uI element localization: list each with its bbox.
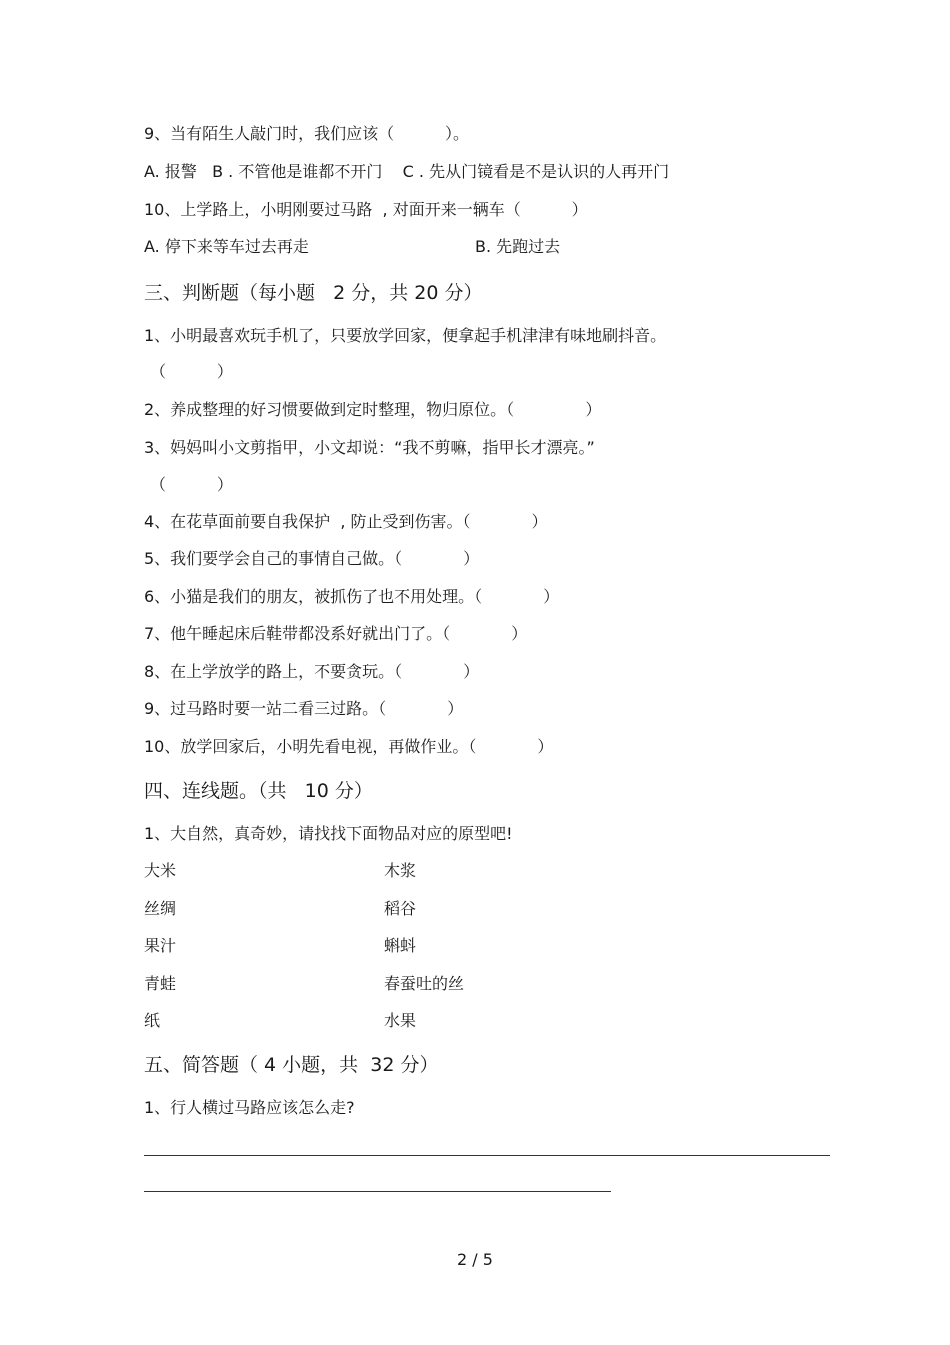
section5-heading: 五、简答题（ 4 小题，共 32 分）: [144, 1054, 439, 1076]
answer-line-1[interactable]: [144, 1155, 830, 1156]
match-left-5: 纸: [144, 1011, 161, 1030]
s3-item-8: 8、在上学放学的路上，不要贪玩。（ ）: [144, 662, 480, 681]
q10-option-a: A. 停下来等车过去再走: [144, 237, 309, 256]
s3-item-3: 3、妈妈叫小文剪指甲，小文却说：“我不剪嘛，指甲长才漂亮。”: [144, 438, 595, 457]
s3-item-3-blank: （ ）: [150, 475, 233, 494]
q9-options: A. 报警 B . 不管他是谁都不开门 C . 先从门镜看是不是认识的人再开门: [144, 162, 670, 181]
page-number: 2 / 5: [457, 1250, 493, 1269]
s3-item-7: 7、他午睡起床后鞋带都没系好就出门了。（ ）: [144, 624, 528, 643]
q10-stem: 10、上学路上，小明刚要过马路 , 对面开来一辆车（ ）: [144, 200, 588, 219]
match-left-3: 果汁: [144, 936, 177, 955]
match-right-3: 蝌蚪: [384, 936, 417, 955]
s3-item-10: 10、放学回家后，小明先看电视，再做作业。（ ）: [144, 737, 554, 756]
s3-item-2: 2、养成整理的好习惯要做到定时整理，物归原位。（ ）: [144, 400, 602, 419]
match-right-2: 稻谷: [384, 899, 417, 918]
s3-item-9: 9、过马路时要一站二看三过路。（ ）: [144, 699, 464, 718]
match-left-1: 大米: [144, 861, 177, 880]
s3-item-1-blank: （ ）: [150, 362, 233, 381]
section4-heading: 四、连线题。（共 10 分）: [144, 780, 373, 802]
s3-item-4: 4、在花草面前要自我保护 , 防止受到伤害。（ ）: [144, 512, 548, 531]
match-right-4: 春蚕吐的丝: [384, 974, 465, 993]
s4-prompt: 1、大自然，真奇妙，请找找下面物品对应的原型吧!: [144, 824, 513, 843]
match-right-1: 木浆: [384, 861, 417, 880]
q10-option-b: B. 先跑过去: [475, 237, 561, 256]
s3-item-5: 5、我们要学会自己的事情自己做。（ ）: [144, 549, 480, 568]
s5-q1: 1、行人横过马路应该怎么走?: [144, 1098, 355, 1117]
match-right-5: 水果: [384, 1011, 417, 1030]
q9-stem: 9、当有陌生人敲门时，我们应该（ ）。: [144, 124, 470, 143]
s3-item-1: 1、小明最喜欢玩手机了，只要放学回家，便拿起手机津津有味地刷抖音。: [144, 326, 667, 345]
s3-item-6: 6、小猫是我们的朋友，被抓伤了也不用处理。（ ）: [144, 587, 560, 606]
section3-heading: 三、判断题（每小题 2 分，共 20 分）: [144, 282, 483, 304]
match-left-4: 青蛙: [144, 974, 177, 993]
match-left-2: 丝绸: [144, 899, 177, 918]
answer-line-2[interactable]: [144, 1191, 611, 1192]
